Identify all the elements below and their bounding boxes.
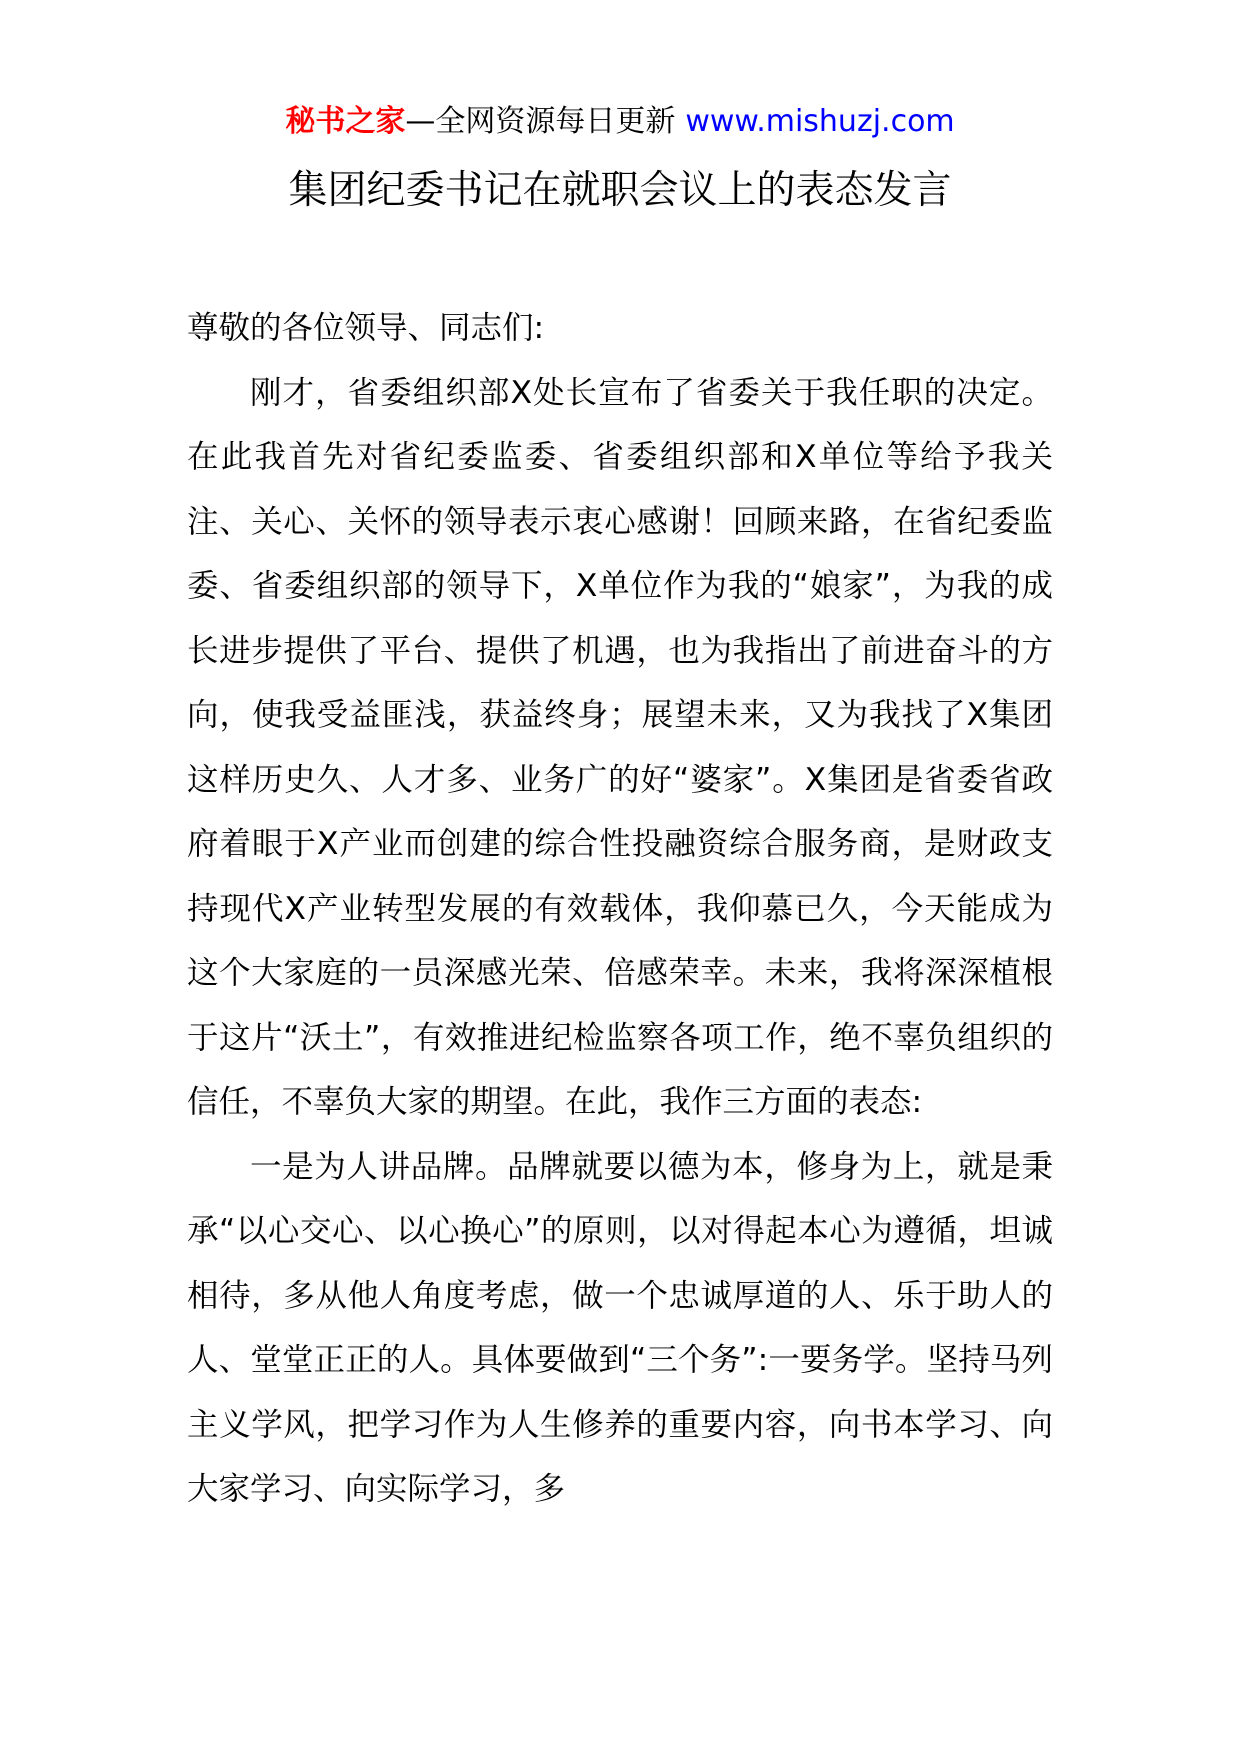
body-paragraph: 刚才，省委组织部X处长宣布了省委关于我任职的决定。在此我首先对省纪委监委、省委组织部和X单位等给予我关注、关心、关怀的领导表示衷心感谢！回顾来路，在省纪委监委、省委组织部的领导下，X单位作为我的“娘家”，为我的成长进步提供了平台、提供了机遇，也为我指出了前进奋斗的方向，使我受益匪浅，获益终身；展望未来，又为我找了X集团这样历史久、人才多、业务广的好“婆家”。X集团是省委省政府着眼于X产业而创建的综合性投融资综合服务商，是财政支持现代X产业转型发展的有效载体，我仰慕已久，今天能成为这个大家庭的一员深感光荣、倍感荣幸。未来，我将深深植根于这片“沃土”，有效推进纪检监察各项工作，绝不辜负组织的信任，不辜负大家的期望。在此，我作三方面的表态: — [187, 374, 1053, 1120]
document-body — [187, 296, 1053, 1522]
document-title: 集团纪委书记在就职会议上的表态发言 — [288, 168, 952, 213]
site-url-link[interactable]: www.mishuzj.com — [685, 104, 955, 139]
body-paragraph: 一是为人讲品牌。品牌就要以德为本，修身为上，就是秉承“以心交心、以心换心”的原则，以对得起本心为遵循，坦诚相待，多从他人角度考虑，做一个忠诚厚道的人、乐于助人的人、堂堂正正的人。具体要做到“三个务”:一要务学。坚持马列主义学风，把学习作为人生修养的重要内容，向书本学习、向大家学习、向实际学习，多 — [187, 1148, 1053, 1507]
site-header — [0, 98, 1240, 146]
salutation: 尊敬的各位领导、同志们: — [187, 310, 545, 346]
brand-name: 秘书之家 — [285, 104, 406, 139]
header-tagline: —全网资源每日更新 — [405, 104, 676, 139]
